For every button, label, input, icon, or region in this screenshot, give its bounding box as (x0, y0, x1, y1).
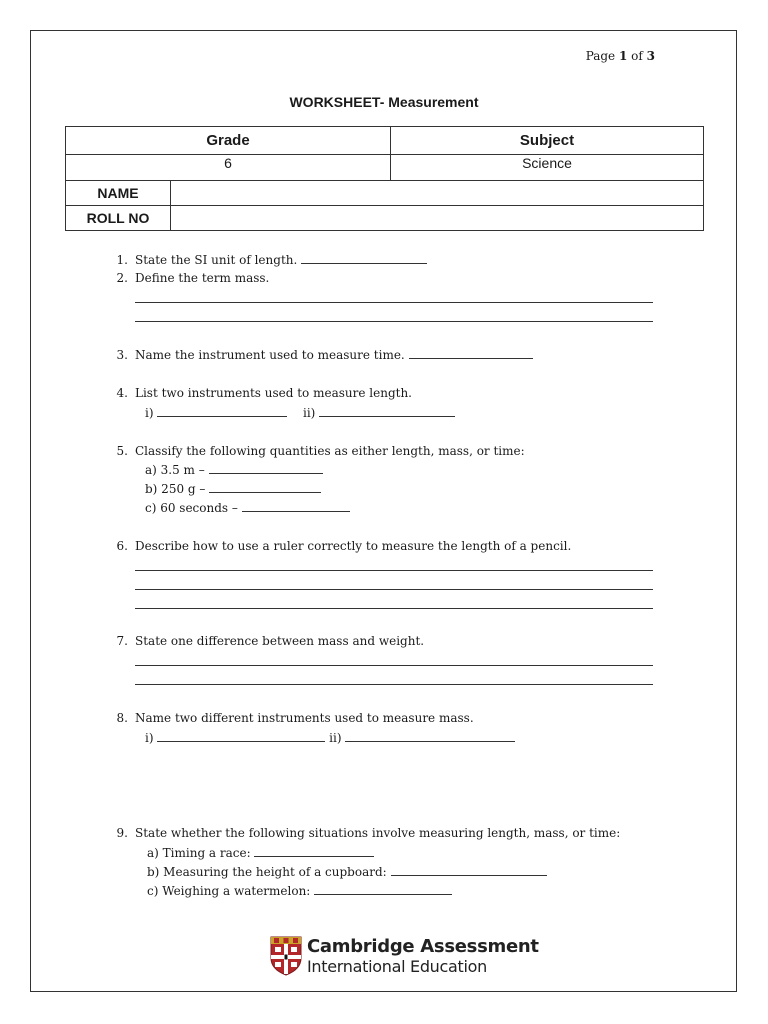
question-8-options: i) ii) (145, 728, 515, 748)
roll-label: ROLL NO (66, 206, 171, 231)
answer-blank[interactable] (209, 460, 323, 474)
roll-field[interactable] (171, 206, 704, 231)
answer-blank[interactable] (157, 728, 325, 742)
name-roll-table (65, 180, 704, 231)
answer-line[interactable] (135, 684, 653, 685)
question-1: 1. State the SI unit of length. (106, 250, 427, 270)
answer-line[interactable] (135, 608, 653, 609)
grade-subject-table (65, 126, 704, 181)
question-9-item-a: a) Timing a race: (147, 843, 374, 863)
answer-line[interactable] (135, 302, 653, 303)
question-3: 3. Name the instrument used to measure time. (106, 345, 533, 365)
question-6: 6. Describe how to use a ruler correctly to measure the length of a pencil. (116, 539, 572, 553)
question-5-item-a: a) 3.5 m – (145, 460, 323, 480)
question-5-item-c: c) 60 seconds – (145, 498, 350, 518)
answer-line[interactable] (135, 665, 653, 666)
question-4-options: i) ii) (145, 403, 455, 423)
grade-header: Grade (66, 127, 391, 155)
question-4: 4. List two instruments used to measure length. (116, 386, 412, 400)
question-8: 8. Name two different instruments used to measure mass. (116, 711, 474, 725)
answer-blank[interactable] (409, 345, 533, 359)
question-5-item-b: b) 250 g – (145, 479, 321, 499)
answer-blank[interactable] (345, 728, 515, 742)
answer-line[interactable] (135, 570, 653, 571)
grade-value: 6 (66, 155, 391, 181)
answer-line[interactable] (135, 589, 653, 590)
question-9-item-b: b) Measuring the height of a cupboard: (147, 862, 547, 882)
answer-blank[interactable] (209, 479, 321, 493)
question-7: 7. State one difference between mass and weight. (116, 634, 425, 648)
answer-blank[interactable] (254, 843, 374, 857)
answer-line[interactable] (135, 321, 653, 322)
logo-line-2: International Education (307, 957, 487, 976)
answer-blank[interactable] (314, 881, 452, 895)
name-label: NAME (66, 181, 171, 206)
question-9-item-c: c) Weighing a watermelon: (147, 881, 452, 901)
question-5: 5. Classify the following quantities as either length, mass, or time: (116, 444, 525, 458)
cambridge-shield-crest-icon (270, 936, 302, 976)
subject-value: Science (391, 155, 704, 181)
page-number: Page 1 of 3 (585, 49, 655, 63)
question-9: 9. State whether the following situations involve measuring length, mass, or time: (116, 826, 621, 840)
answer-blank[interactable] (319, 403, 455, 417)
answer-blank[interactable] (242, 498, 350, 512)
question-2: 2. Define the term mass. (116, 271, 270, 285)
logo-line-1: Cambridge Assessment (307, 936, 539, 957)
worksheet-title: WORKSHEET- Measurement (289, 94, 479, 110)
answer-blank[interactable] (157, 403, 287, 417)
answer-blank[interactable] (301, 250, 427, 264)
answer-blank[interactable] (391, 862, 547, 876)
subject-header: Subject (391, 127, 704, 155)
name-field[interactable] (171, 181, 704, 206)
cambridge-logo-text (307, 937, 539, 977)
